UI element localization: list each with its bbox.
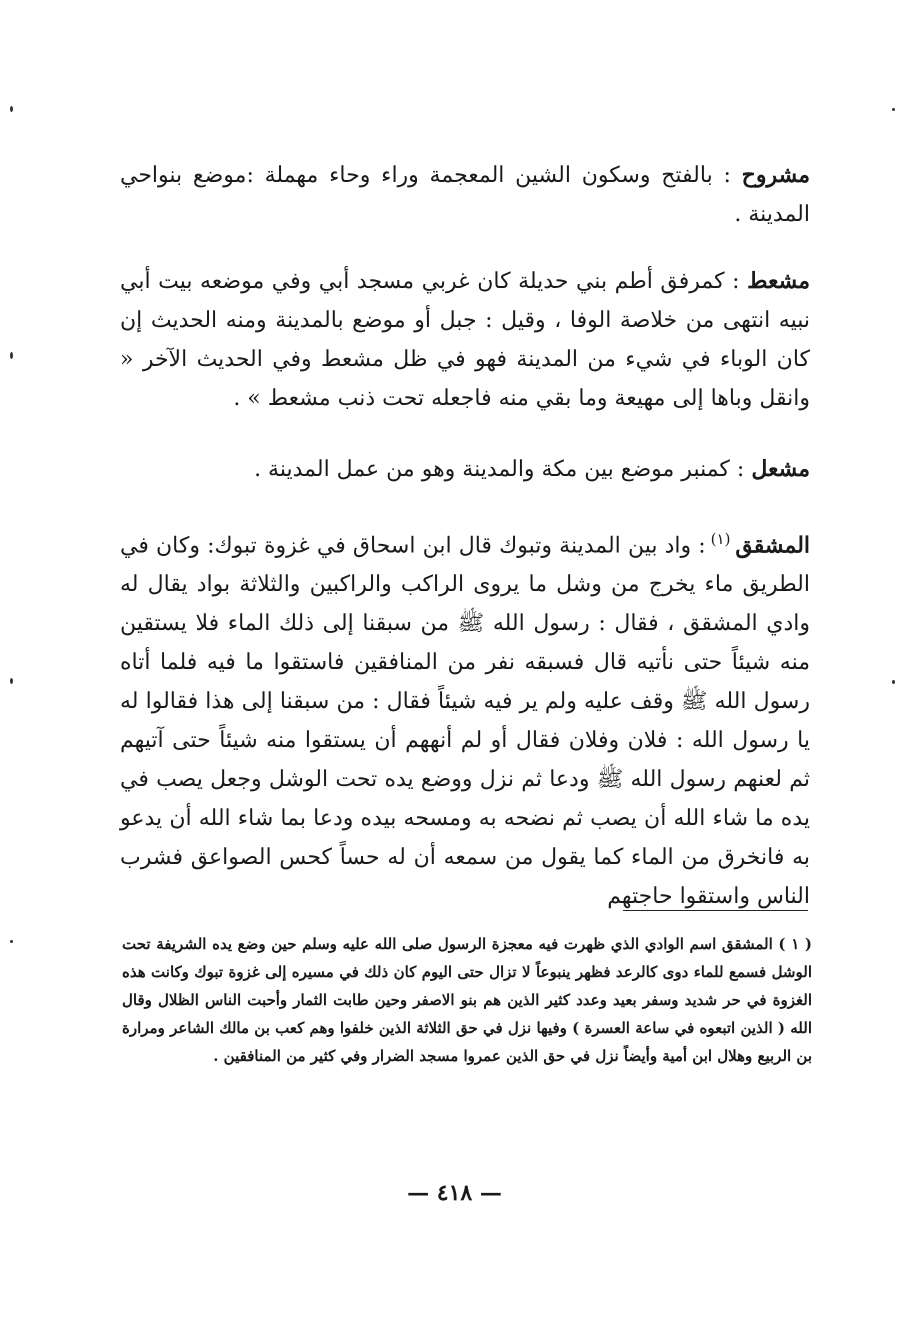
entry-text: : واد بين المدينة وتبوك قال ابن اسحاق في غزوة تبوك: وكان في الطريق ماء يخرج من وشل ما يروى الراكب والراكبين والثلاثة بواد يقال له وادي المشقق ، فقال : رسول الله ﷺ من سبقنا إلى ذلك الماء فلا يستقين منه شيئاً حتى نأتيه قال فسبقه نفر من المنافقين فاستقوا ما فيه فلما أتاه رسول الله ﷺ وقف عليه ولم ير فيه شيئاً فقال : من سبقنا إلى هذا فقالوا له يا رسول الله : فلان وفلان فقال أو لم أنههم أن يستقوا منه شيئاً حتى آتيهم ثم لعنهم رسول الله ﷺ ودعا ثم نزل ووضع يده تحت الوشل وجعل يصب في يده ما شاء الله أن يصب ثم نضحه به ومسحه بيده ودعا بما شاء الله أن يدعو به فانخرق من الماء كما يقول من سمعه أن له حساً كحس الصواعق فشرب الناس واستقوا حاجتهم	[120, 533, 810, 910]
entry-term: مشروح	[741, 162, 810, 188]
entry-mashat	[120, 262, 810, 418]
entry-term: مشعل	[751, 456, 810, 482]
page-number: — ٤١٨ —	[407, 1180, 502, 1206]
scan-speck	[10, 678, 13, 684]
scan-speck	[10, 940, 13, 943]
footnote-marker: (١)	[705, 530, 736, 548]
entry-almushaqqaq	[120, 520, 810, 916]
footnote: ( ١ ) المشقق اسم الوادي الذي ظهرت فيه معجزة الرسول صلى الله عليه وسلم حين وضع يده الشريفة تحت الوشل فسمع للماء دوى كالرعد فظهر ينبوعاً لا تزال حتى اليوم كان ذلك في مسيره إلى غزوة تبوك وكانت هذه الغزوة في حر شديد وسفر بعيد وعدد كثير الذين هم بنو الاصفر وحين طابت الثمار وأحبت الناس الظلال وقال الله ( الذين اتبعوه في ساعة العسرة ) وفيها نزل في حق الثلاثة الذين خلفوا وهم كعب بن مالك الشاعر ومرارة بن الربيع وهلال ابن أمية وأيضاً نزل في حق الذين عمروا مسجد الضرار وفي كثير من المنافقين .	[122, 935, 812, 1065]
scan-speck	[10, 106, 13, 112]
scan-speck	[10, 352, 13, 359]
entry-text: : بالفتح وسكون الشين المعجمة وراء وحاء مهملة :موضع بنواحي المدينة .	[120, 163, 810, 227]
scan-speck	[892, 108, 895, 111]
scan-speck	[892, 680, 895, 684]
entry-term: المشقق	[735, 532, 811, 559]
entry-mashruh	[120, 156, 810, 234]
entry-text: : كمرفق أطم بني حديلة كان غربي مسجد أبي وفي موضعه بيت أبي نبيه انتهى من خلاصة الوفا ، وقيل : جبل أو موضع بالمدينة ومنه الحديث إن كان الوباء في شيء من المدينة فهو في ظل مشعط وفي الحديث الآخر « وانقل وباها إلى مهيعة وما بقي منه فاجعله تحت ذنب مشعط » .	[120, 269, 810, 411]
entry-term: مشعط	[747, 268, 810, 294]
footnote-separator	[623, 910, 808, 911]
entry-mashal	[120, 450, 810, 489]
entry-text: : كمنبر موضع بين مكة والمدينة وهو من عمل المدينة .	[254, 457, 752, 482]
